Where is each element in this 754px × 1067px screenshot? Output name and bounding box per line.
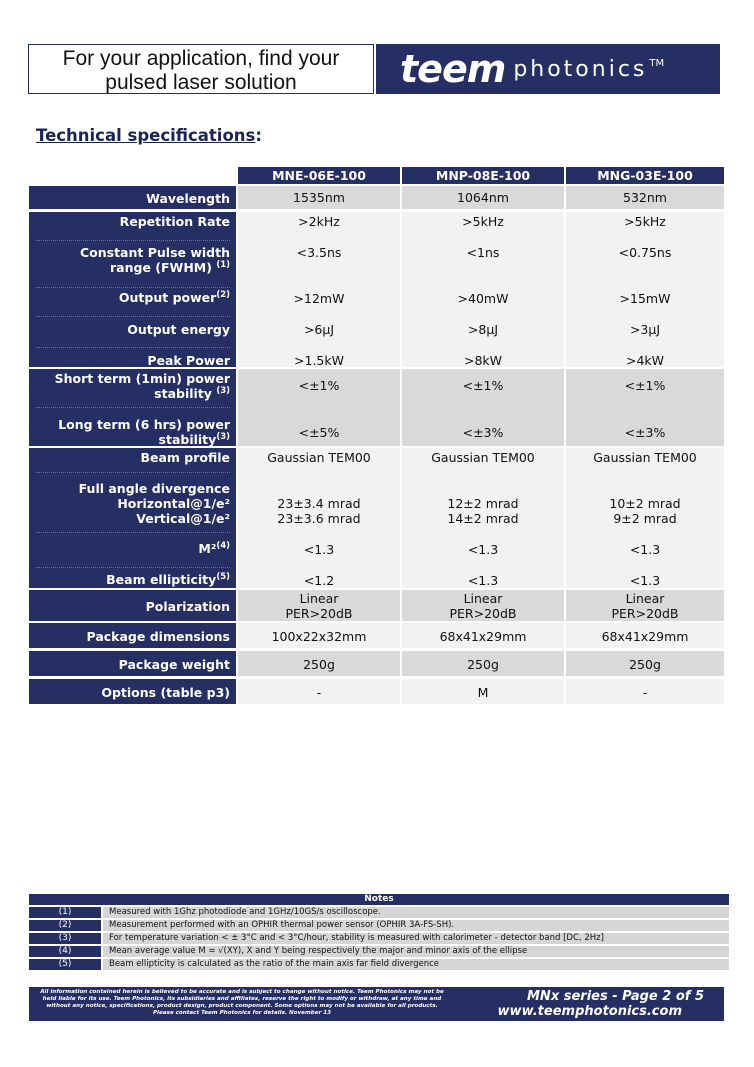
cell-value: <±1% [298,378,340,393]
note-text: For temperature variation < ± 3°C and < 3°C/hour, stability is measured with calorimeter - detector band [DC, 2Hz] [103,933,729,944]
row-label-long-term-stability: Long term (6 hrs) power stability$^{(3)}$ [58,417,230,447]
note-number: (1) [29,907,101,918]
tagline-line-1: For your application, find your [62,47,340,70]
cell-value: >4kW [625,353,665,368]
cell-value: 10±2 mrad 9±2 mrad [609,496,681,526]
logo-teem-text: teem [400,47,506,91]
row-label-wavelength: Wavelength [146,191,230,206]
cell-value: <±1% [462,378,504,393]
column-header: MNE-06E-100 [238,167,400,184]
column-header: MNG-03E-100 [566,167,724,184]
cell-value: 23±3.4 mrad 23±3.6 mrad [277,496,361,526]
row-label-short-term-stability: Short term (1min) power stability $^{(3)}$ [54,371,230,401]
page-number: MNx series - Page 2 of 5 [527,989,704,1004]
cell-value: <1.2 [303,573,335,588]
cell-value: 250g [629,657,661,672]
cell-value: 68x41x29mm [601,629,689,644]
note-number: (5) [29,959,101,970]
cell-value: 532nm [623,190,667,205]
cell-value: 12±2 mrad 14±2 mrad [447,496,519,526]
cell-value: >8kW [463,353,503,368]
cell-value: <3.5ns [296,245,342,260]
row-label-output-energy: Output energy [127,322,230,337]
row-divider [36,407,230,408]
row-divider [36,240,230,241]
cell-value: >5kHz [462,214,504,229]
cell-value: >15mW [619,291,671,306]
cell-value: Gaussian TEM00 [431,450,535,465]
cell-value: >2kHz [298,214,340,229]
cell-value: Gaussian TEM00 [593,450,697,465]
row-label-beam-ellipticity: Beam ellipticity$^{(5)}$ [106,571,230,587]
row-label-peak-power: Peak Power [147,353,230,368]
row-label-package-dimensions: Package dimensions [86,629,230,644]
cell-value: <0.75ns [618,245,672,260]
row-label-m-squared: M²$^{(4)}$ [198,540,230,556]
row-label-output-power: Output power$^{(2)}$ [118,289,230,305]
cell-value: Linear PER>20dB [449,591,517,621]
note-number: (4) [29,946,101,957]
section-heading: Technical specifications: [36,126,262,145]
row-divider [36,316,230,317]
cell-value: 1535nm [293,190,345,205]
section-heading-text: Technical specifications [36,126,256,145]
cell-value: - [642,685,648,700]
cell-value: <1.3 [467,573,499,588]
cell-value: 1064nm [457,190,509,205]
row-divider [36,472,230,473]
cell-value: Linear PER>20dB [285,591,353,621]
cell-value: >5kHz [624,214,666,229]
logo-photonics-text: photonics [513,56,648,82]
row-divider [36,347,230,348]
cell-value: <±5% [298,425,340,440]
row-label-divergence: Full angle divergence Horizontal@1/e² Vertical@1/e² [78,481,230,526]
cell-value: Linear PER>20dB [611,591,679,621]
website-link[interactable]: www.teemphotonics.com [497,1004,682,1019]
cell-value: >40mW [457,291,509,306]
cell-value: 100x22x32mm [271,629,367,644]
note-text: Measurement performed with an OPHIR thermal power sensor (OPHIR 3A-FS-SH). [103,920,729,931]
logo-trademark: TM [649,57,665,69]
row-label-polarization: Polarization [145,599,230,614]
cell-value: >12mW [293,291,345,306]
tagline-line-2: pulsed laser solution [105,71,297,94]
cell-value: <±1% [624,378,666,393]
row-label-repetition-rate: Repetition Rate [119,214,230,229]
row-label-beam-profile: Beam profile [140,450,230,465]
cell-value: <±3% [462,425,504,440]
cell-value: <1.3 [629,542,661,557]
cell-value: <±3% [624,425,666,440]
cell-value: <1.3 [303,542,335,557]
notes-heading: Notes [29,894,729,905]
cell-value: >6µJ [303,322,335,337]
cell-value: 250g [303,657,335,672]
row-label-package-weight: Package weight [118,657,230,672]
column-header: MNP-08E-100 [402,167,564,184]
row-divider [36,532,230,533]
note-number: (2) [29,920,101,931]
row-divider [36,287,230,288]
row-divider [36,567,230,568]
cell-value: Gaussian TEM00 [267,450,371,465]
row-label-pulse-width: Constant Pulse width range (FWHM) $^{(1)}$ [79,245,230,275]
cell-value: >3µJ [629,322,661,337]
page-footer [29,987,724,1021]
note-text: Beam ellipticity is calculated as the ratio of the main axis far field divergence [103,959,729,970]
note-text: Measured with 1Ghz photodiode and 1GHz/10GS/s oscilloscope. [103,907,729,918]
cell-value: 68x41x29mm [439,629,527,644]
cell-value: <1.3 [467,542,499,557]
cell-value: - [316,685,322,700]
legal-disclaimer: All information contained herein is believed to be accurate and is subject to change without notice. Teem Photonics may not be held liable for its use. Teem Photonics, its subsidiaries and affiliates, reserve the right to modify or withdraw, at any time and without any notice, specifications, product design, product component. Some options may not be available for all products. Please contact Teem Photonics for details. November 13 [40,989,444,1016]
row-label-options: Options (table p3) [101,685,230,700]
cell-value: <1.3 [629,573,661,588]
note-text: Mean average value M = √(XY), X and Y being respectively the major and minor axis of the ellipse [103,946,729,957]
cell-value: >8µJ [467,322,499,337]
note-number: (3) [29,933,101,944]
cell-value: >1.5kW [294,353,344,368]
cell-value: <1ns [466,245,500,260]
cell-value: M [477,685,489,700]
cell-value: 250g [467,657,499,672]
